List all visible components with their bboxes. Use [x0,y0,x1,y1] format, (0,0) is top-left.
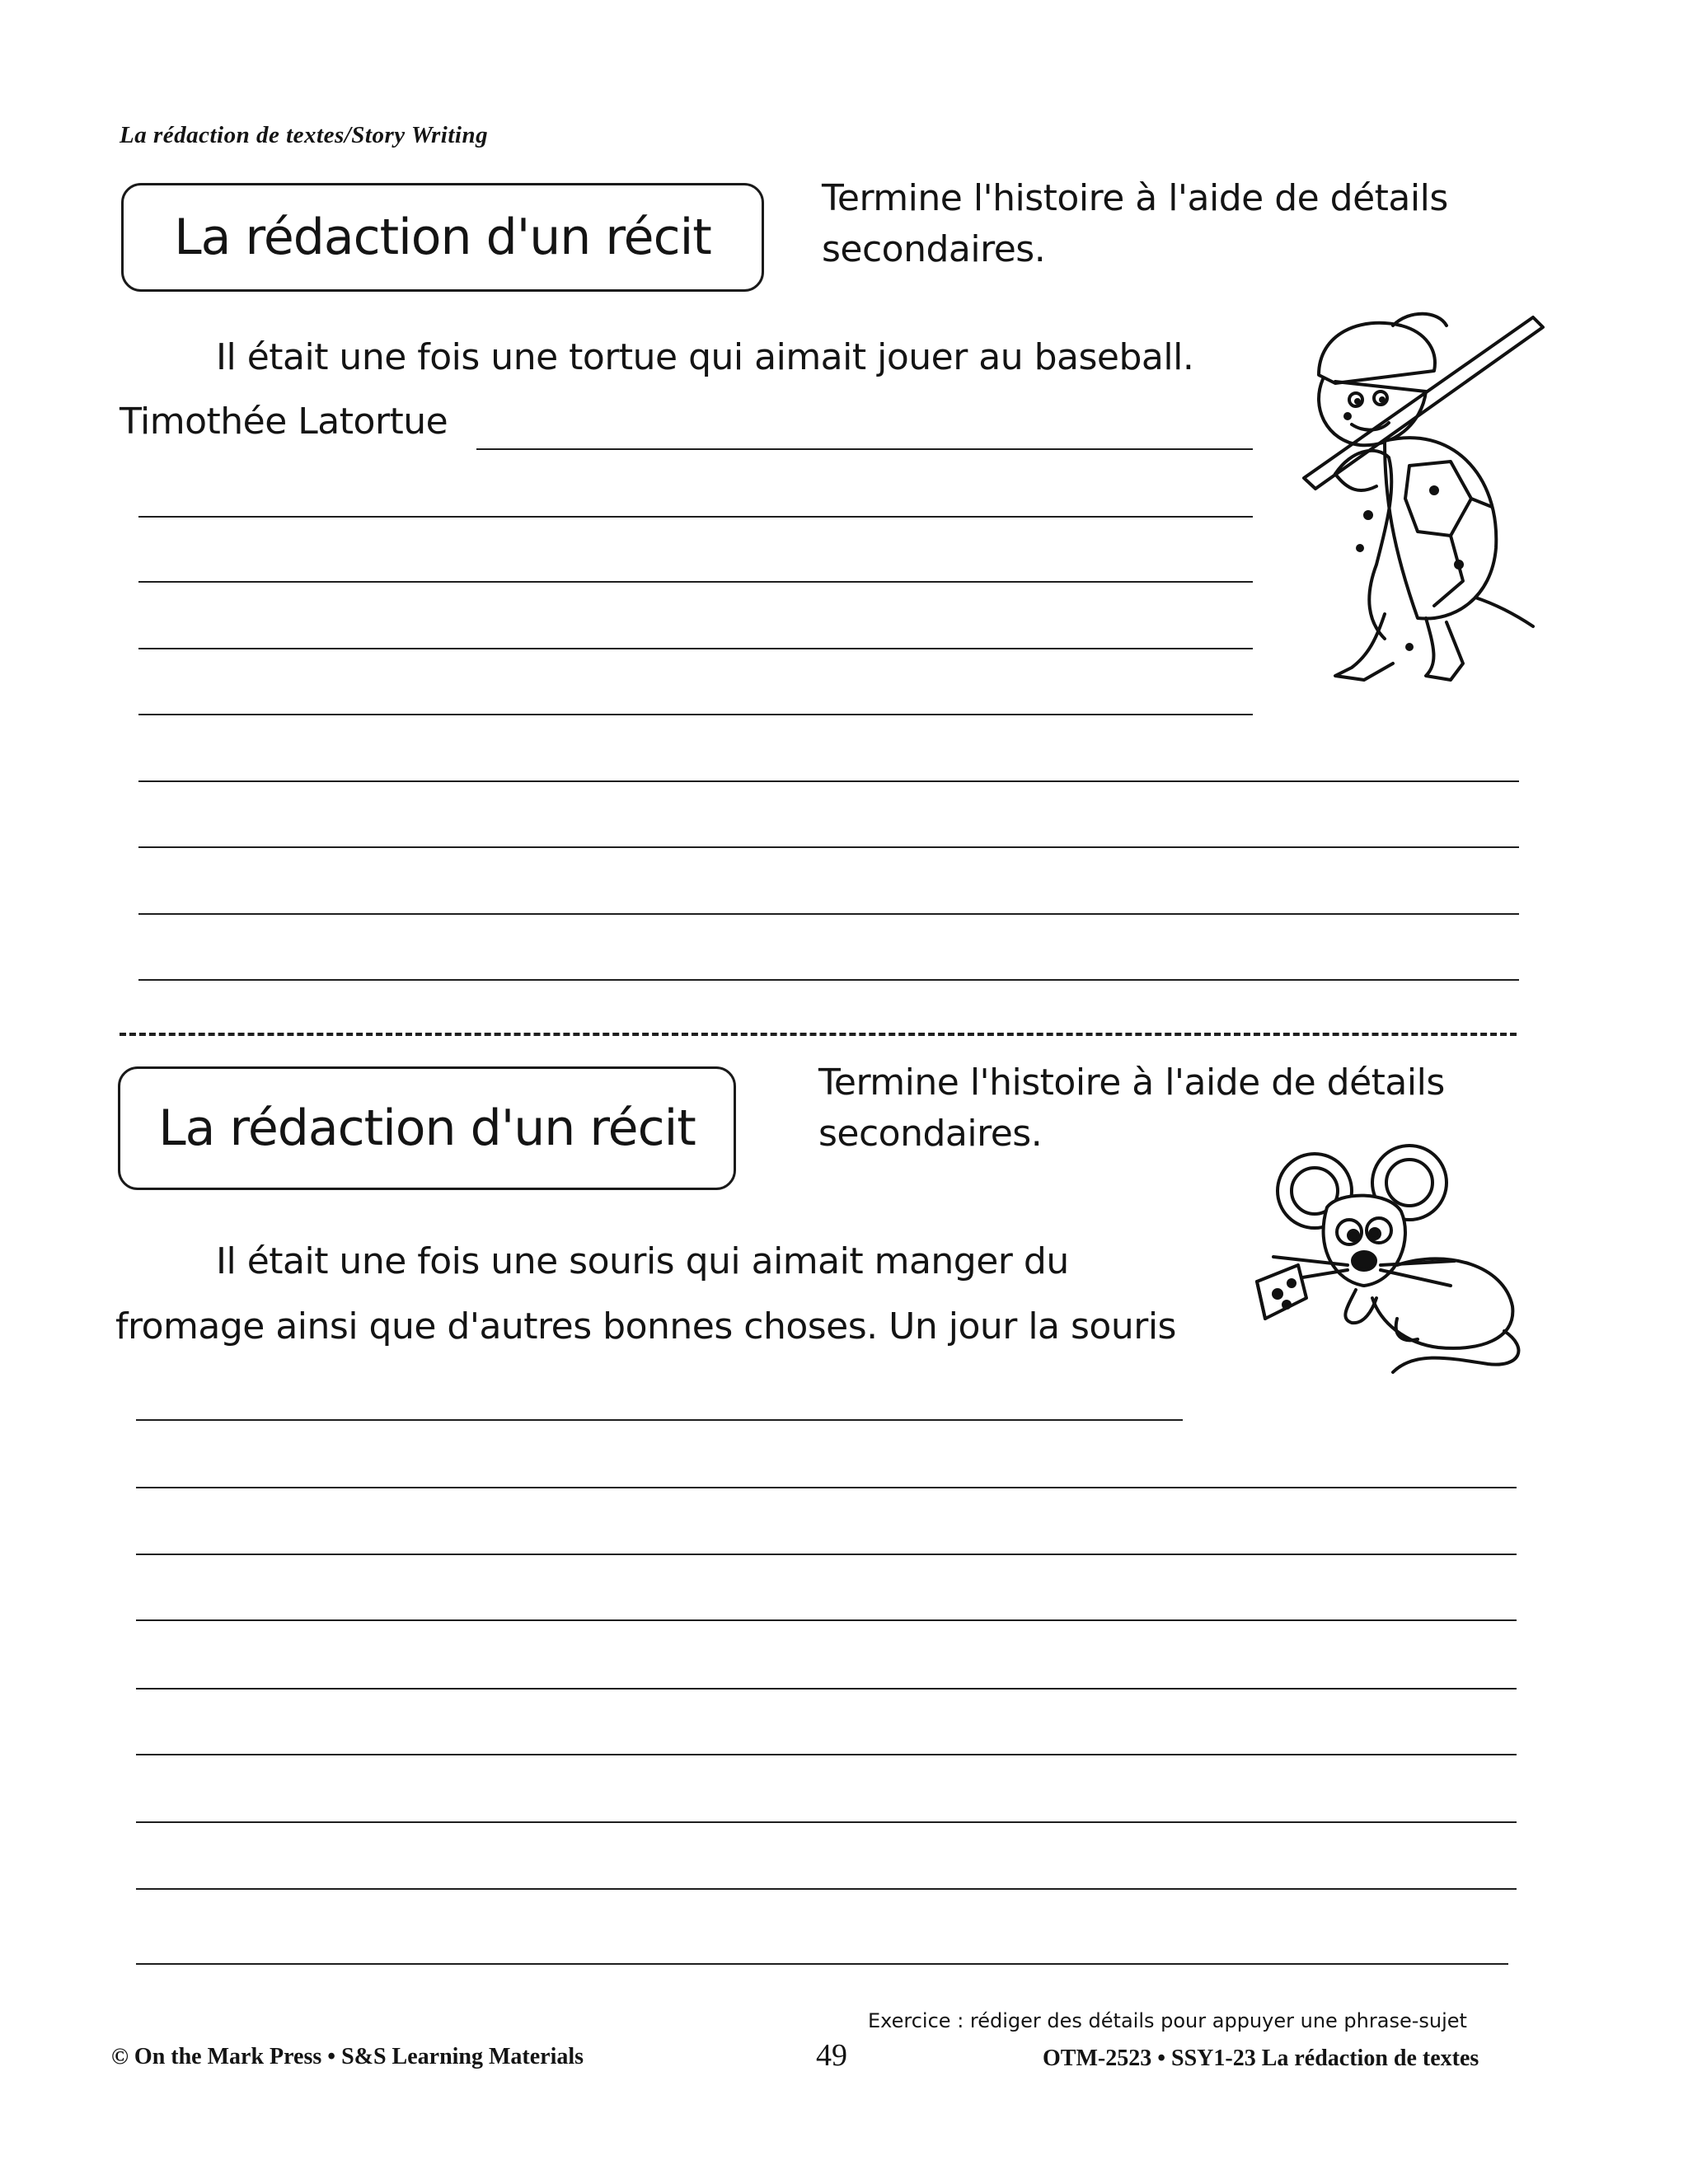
exercise-note: Exercice : rédiger des détails pour appuyer une phrase-sujet [868,2009,1467,2032]
writing-line [136,1821,1517,1823]
writing-line [138,714,1253,715]
section2-instruction-line1: Termine l'histoire à l'aide de détails [818,1062,1445,1104]
writing-line [136,1487,1517,1488]
writing-line [136,1619,1517,1621]
section1-instruction-line1: Termine l'histoire à l'aide de détails [822,177,1448,219]
writing-line [138,648,1253,649]
writing-line [138,780,1519,782]
writing-line [138,913,1519,915]
cut-line-divider [120,1033,1517,1036]
section1-instruction-line2: secondaires. [822,228,1046,270]
writing-line [136,1688,1517,1690]
section2-instruction-line2: secondaires. [818,1113,1043,1155]
writing-line [138,846,1519,848]
writing-line [138,581,1253,583]
copyright-notice: © On the Mark Press • S&S Learning Materials [111,2044,584,2069]
product-code: OTM-2523 • SSY1-23 La rédaction de textes [1043,2046,1479,2071]
section2-story-line1: Il était une fois une souris qui aimait manger du [216,1240,1069,1282]
series-label: La rédaction de textes/Story Writing [120,122,489,148]
writing-line [136,1754,1517,1755]
section2-story-line2: fromage ainsi que d'autres bonnes choses. Un jour la souris [115,1305,1176,1347]
section1-story-line1: Il était une fois une tortue qui aimait jouer au baseball. [216,336,1194,378]
writing-line [136,1963,1508,1965]
mouse-with-cheese-icon [1257,1141,1554,1380]
section1-instruction [822,173,1448,275]
writing-line [136,1419,1183,1421]
page-number: 49 [816,2038,847,2073]
writing-line [138,516,1253,518]
section1-story-line2: Timothée Latortue [120,401,448,443]
writing-line [138,979,1519,981]
section2-title: La rédaction d'un récit [118,1066,736,1190]
section1-title: La rédaction d'un récit [121,183,764,292]
turtle-with-bat-icon [1286,301,1558,688]
writing-line [136,1888,1517,1890]
writing-line [476,448,1253,450]
writing-line [136,1554,1517,1555]
